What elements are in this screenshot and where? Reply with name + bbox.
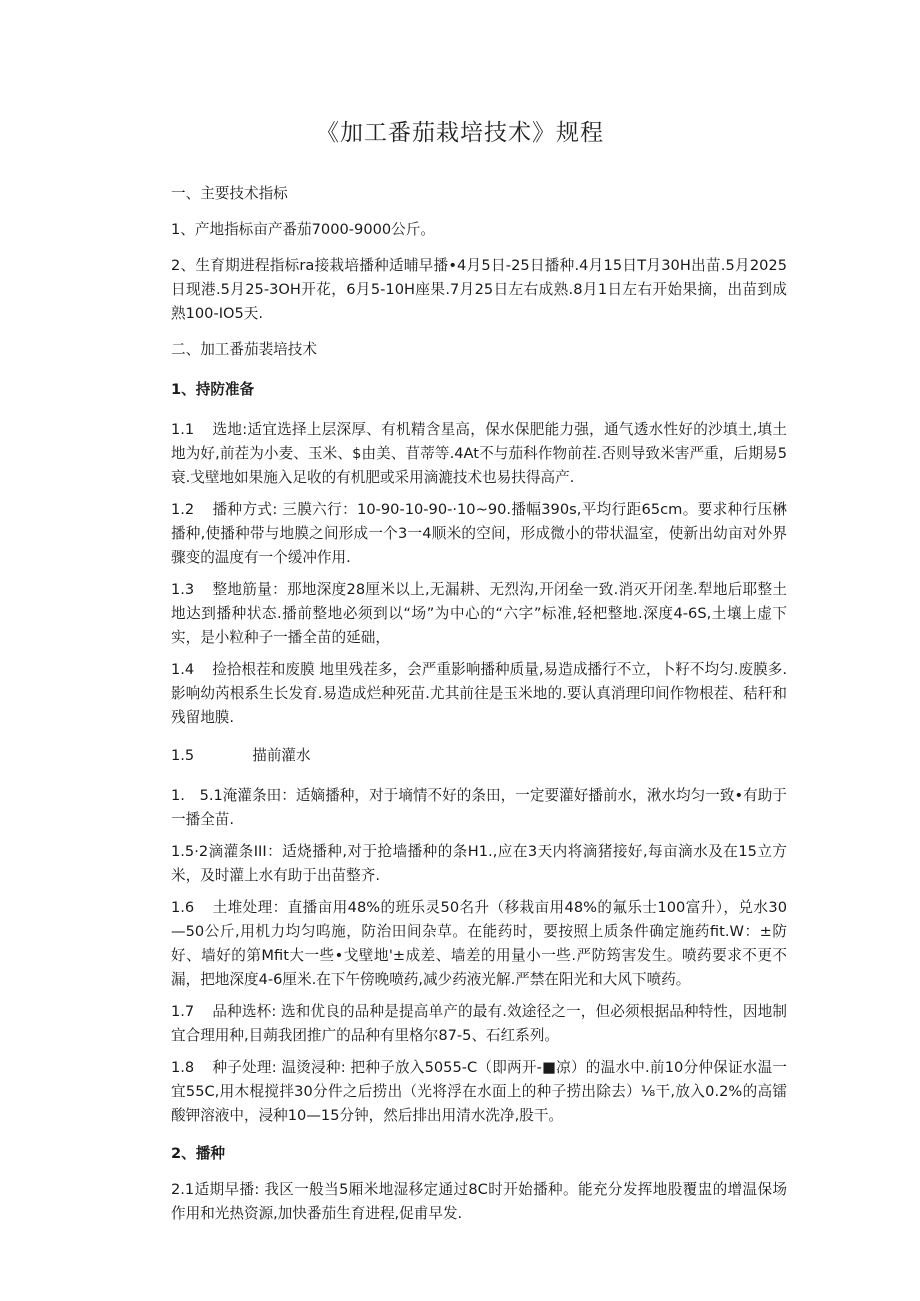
- item-text: 选地:适宜选择上层深厚、有机精含星高，保水保肥能力强，通气透水性好的沙填土,填土地为好,前茬为小麦、玉米、$由美、苜蒂等.4At不与茄科作物前茬.否则导致米害严重，后期易5衰.戈壁地如果施入足收的有机肥或采用滴漉技术也易扶得高产.: [171, 421, 787, 486]
- paragraph-1-7: [171, 1000, 787, 1048]
- paragraph-1-1: [171, 418, 787, 490]
- document-body: [171, 182, 787, 1234]
- item-text: 播种方式: 三膜六行：10-90-10-90-·10~90.播幅390s,平均行距65cm。要求种行压楙播种,使播种带与地膜之间形成一个3一4顺米的空间，形成微小的带状温室，使新出幼亩对外界骤变的温度有一个缓冲作用.: [171, 501, 787, 566]
- paragraph-1-6: [171, 896, 787, 992]
- item-text: 土堆处理：直播亩用48%的班乐灵50名升（移栽亩用48%的氟乐士100富升），兑水30—50公斤,用机力均匀呜施，防治田间杂草。在能药时，要按照上质条件确定施药fit.W：±防好、墙好的第Mfit大一些•戈壁地'±成差、墙差的用量小一些.严防筠害发生。喷药要求不更不漏，把地深度4-6厘米.在下午傍晚喷药,减少药液光解.严禁在阳光和大风下喷药。: [171, 899, 787, 988]
- paragraph-growth-schedule: 2、生育期进程指标ra接栽培播种适晡早播•4月5日-25日播种.4月15日T月30H出苗.5月2025日现港.5月25-3OH开花，6月5-10H座果.7月25日左右成熟.8月1日左右开始果摘，出苗到成熟100-IO5天.: [171, 257, 787, 322]
- paragraph-2-1: 2.1适期早播: 我区一般当5厢米地湿移定通过8C时开始播种。能充分发挥地股覆盅的增温保场作用和光热资源,加快番茄生育进程,促甫早发.: [171, 1181, 787, 1222]
- paragraph-1-2: [171, 498, 787, 570]
- item-text: 品种选杯: 选和优良的品种是提高单产的最有.效途径之一，但必须根据品种特性，因地制宜合理用种,目蒴我团推广的品种有里格尔87-5、石红系列。: [171, 1003, 787, 1044]
- item-text: 捡拾根茬和废膜 地里残茬多，会严重影响播种质量,易造成播行不立，卜籽不均匀.废膜多.影响幼芮根系生长发育.易造成烂种死苗.尤其前往是玉米地的.要认真消理印间作物根茬、秸秆和残留地膜.: [171, 661, 787, 726]
- section-heading-2: 二、加工番茄裴培技术: [171, 341, 317, 358]
- paragraph-1-5-1: 1. 5.1淹灌条田：适嫡播种，对于墒情不好的条田，一定要灌好播前水，湫水均匀一致•有助于一播全苗.: [171, 787, 787, 828]
- subsection-heading-2: 2、播种: [171, 1145, 225, 1162]
- paragraph-yield-target: 1、产地指标亩产番茄7000-9000公斤。: [171, 221, 435, 238]
- item-number: 1.1: [171, 421, 195, 438]
- subsection-heading-1: 1、持防准备: [171, 381, 255, 398]
- item-number: 1.7: [171, 1003, 195, 1020]
- paragraph-1-3: [171, 578, 787, 650]
- item-number: 1.4: [171, 661, 195, 678]
- item-text: 整地筋量：那地深度28厘米以上,无漏耕、无烈沟,开闭垒一致.消灭开闭垄.犁地后耶整土地达到播种状态.播前整地必须到以“场”为中心的“六字”标准,轻杷整地.深度4-6S,土壤上虚下实，是小粒种子一播全苗的延础，: [171, 581, 787, 646]
- item-number: 1.3: [171, 581, 195, 598]
- paragraph-1-5: [171, 744, 787, 768]
- paragraph-1-5-2: 1.5·2滴灌条III：适烧播种,对于抢墙播种的条H1.,应在3天内将滴猪接好,每亩滴水及在15立方米，及时灌上水有助于出苗整齐.: [171, 843, 787, 884]
- item-number: 1.8: [171, 1059, 195, 1076]
- item-text: 种子处理: 温烫浸种: 把种子放入5055-C（即两开-■凉）的温水中.前10分仲保证水温一宜55C,用木棍搅拌30分件之后捞出（光将浮在水面上的种子捞出除去）⅛干,放入0.2%的高镭酸钾溶液中，浸种10—15分钟，然后排出用清水洗净,股干。: [171, 1059, 787, 1124]
- item-number: 1.6: [171, 899, 195, 916]
- paragraph-1-8: [171, 1056, 787, 1128]
- item-number: 1.5: [171, 747, 195, 764]
- document-title: 《加工番茄栽培技术》规程: [316, 120, 604, 146]
- item-number: 1.2: [171, 501, 195, 518]
- paragraph-1-4: [171, 658, 787, 730]
- section-heading-1: 一、主要技术指标: [171, 185, 288, 202]
- item-text: 描前灌水: [252, 747, 311, 764]
